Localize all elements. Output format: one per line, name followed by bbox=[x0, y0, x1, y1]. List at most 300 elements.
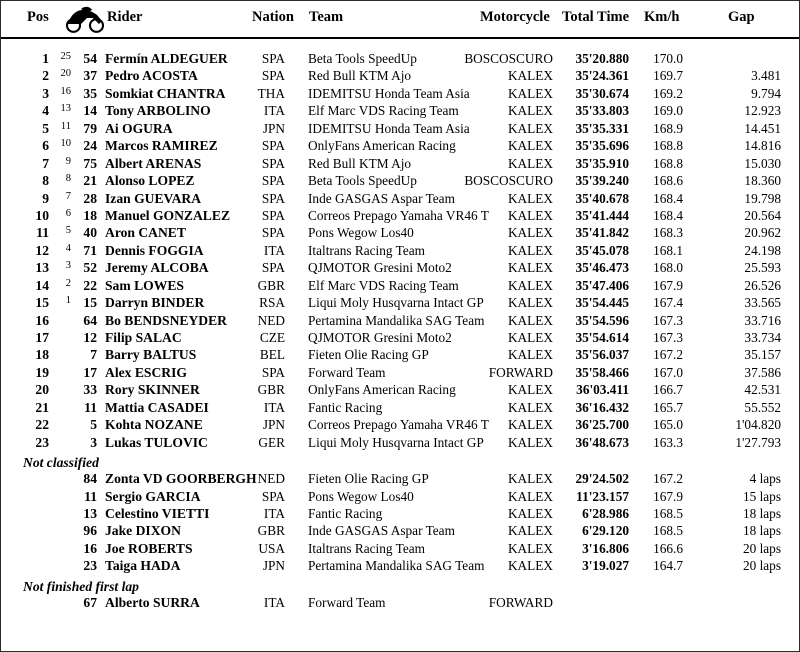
row-total-time: 36'25.700 bbox=[575, 417, 629, 433]
row-pos: 4 bbox=[42, 103, 49, 119]
row-motorcycle: KALEX bbox=[507, 558, 553, 574]
row-gap: 24.198 bbox=[744, 242, 781, 258]
row-rider-name: Kohta NOZANE bbox=[105, 417, 203, 433]
row-gap: 18 laps bbox=[742, 505, 781, 521]
row-gap: 33.716 bbox=[744, 312, 781, 328]
row-gap: 18.360 bbox=[744, 173, 781, 189]
row-team: OnlyFans American Racing bbox=[308, 138, 456, 154]
row-kmh: 170.0 bbox=[653, 51, 683, 66]
row-pos: 3 bbox=[42, 85, 49, 101]
row-pos: 2 bbox=[42, 68, 49, 84]
row-nation: RSA bbox=[259, 295, 285, 311]
row-motorcycle: BOSCOSCURO bbox=[464, 173, 553, 189]
row-kmh: 169.2 bbox=[653, 85, 683, 101]
row-team: Italtrans Racing Team bbox=[308, 540, 425, 556]
row-motorcycle: KALEX bbox=[507, 260, 553, 276]
row-total-time: 35'35.696 bbox=[575, 138, 629, 154]
row-prev-pos: 11 bbox=[60, 120, 71, 132]
row-rider-name: Alberto SURRA bbox=[105, 594, 200, 610]
row-nation: ITA bbox=[263, 242, 285, 258]
row-total-time: 29'24.502 bbox=[575, 471, 629, 487]
row-total-time: 36'16.432 bbox=[575, 399, 629, 415]
row-gap: 15 laps bbox=[742, 488, 781, 504]
row-kmh: 163.3 bbox=[653, 434, 683, 450]
row-rider-name: Izan GUEVARA bbox=[105, 190, 202, 206]
column-header-team: Team bbox=[309, 9, 344, 25]
table-row[interactable] bbox=[1, 173, 799, 190]
row-motorcycle: KALEX bbox=[507, 190, 553, 206]
row-kmh: 165.0 bbox=[653, 417, 683, 433]
row-team: Fantic Racing bbox=[308, 505, 383, 521]
row-rider-number: 24 bbox=[83, 138, 97, 154]
row-rider-name: Sergio GARCIA bbox=[105, 488, 201, 504]
row-rider-name: Tony ARBOLINO bbox=[105, 103, 211, 119]
row-pos: 6 bbox=[42, 138, 49, 154]
row-gap: 20 laps bbox=[742, 540, 781, 556]
row-motorcycle: KALEX bbox=[507, 277, 553, 293]
table-header bbox=[1, 1, 799, 39]
row-prev-pos: 25 bbox=[60, 51, 71, 62]
row-motorcycle: FORWARD bbox=[488, 594, 553, 610]
row-nation: GBR bbox=[257, 277, 285, 293]
row-prev-pos: 5 bbox=[65, 225, 71, 237]
row-pos: 13 bbox=[35, 260, 49, 276]
table-row[interactable] bbox=[1, 138, 799, 155]
column-header-kmh: Km/h bbox=[644, 9, 680, 25]
table-row[interactable] bbox=[1, 417, 799, 434]
row-nation: SPA bbox=[261, 207, 285, 223]
row-nation: NED bbox=[257, 312, 285, 328]
row-motorcycle: KALEX bbox=[507, 417, 553, 433]
row-total-time: 3'19.027 bbox=[582, 558, 629, 574]
table-row[interactable] bbox=[1, 523, 799, 540]
row-motorcycle: BOSCOSCURO bbox=[464, 51, 553, 66]
row-total-time: 35'54.445 bbox=[575, 295, 629, 311]
row-prev-pos: 7 bbox=[65, 190, 71, 202]
row-pos: 12 bbox=[35, 242, 49, 258]
row-rider-number: 40 bbox=[83, 225, 97, 241]
row-pos: 15 bbox=[35, 295, 49, 311]
row-team: Forward Team bbox=[308, 364, 386, 380]
row-motorcycle: KALEX bbox=[507, 488, 553, 504]
row-kmh: 167.3 bbox=[653, 312, 683, 328]
results-body bbox=[1, 39, 799, 612]
row-motorcycle: KALEX bbox=[507, 330, 553, 345]
row-pos: 1 bbox=[42, 51, 49, 66]
row-motorcycle: KALEX bbox=[507, 138, 553, 154]
row-pos: 16 bbox=[35, 312, 49, 328]
row-gap: 26.526 bbox=[744, 277, 781, 293]
row-rider-name: Alonso LOPEZ bbox=[105, 173, 195, 189]
row-motorcycle: KALEX bbox=[507, 68, 553, 84]
row-kmh: 168.3 bbox=[653, 225, 683, 241]
row-rider-number: 12 bbox=[83, 330, 97, 345]
row-nation: GBR bbox=[257, 382, 285, 398]
row-kmh: 168.8 bbox=[653, 155, 683, 171]
row-rider-number: 54 bbox=[83, 51, 97, 66]
row-rider-number: 5 bbox=[90, 417, 97, 433]
row-prev-pos: 2 bbox=[65, 277, 71, 289]
row-kmh: 169.7 bbox=[653, 68, 683, 84]
row-motorcycle: KALEX bbox=[507, 471, 553, 487]
row-team: Pons Wegow Los40 bbox=[308, 225, 414, 241]
row-kmh: 167.3 bbox=[653, 330, 683, 345]
row-rider-number: 64 bbox=[83, 312, 97, 328]
row-rider-name: Fermín ALDEGUER bbox=[105, 51, 228, 66]
row-rider-number: 35 bbox=[83, 85, 97, 101]
row-nation: ITA bbox=[263, 103, 285, 119]
row-gap: 55.552 bbox=[744, 399, 781, 415]
row-pos: 17 bbox=[35, 330, 49, 345]
row-total-time: 35'54.614 bbox=[575, 330, 629, 345]
table-row[interactable] bbox=[1, 400, 799, 417]
row-team: Elf Marc VDS Racing Team bbox=[308, 277, 459, 293]
table-row[interactable] bbox=[1, 382, 799, 399]
row-rider-number: 17 bbox=[83, 364, 97, 380]
row-motorcycle: KALEX bbox=[507, 155, 553, 171]
row-rider-number: 33 bbox=[83, 382, 97, 398]
row-motorcycle: KALEX bbox=[507, 382, 553, 398]
row-rider-number: 15 bbox=[83, 295, 97, 311]
row-nation: ITA bbox=[263, 594, 285, 610]
row-pos: 8 bbox=[42, 173, 49, 189]
row-pos: 20 bbox=[35, 382, 49, 398]
row-rider-number: 67 bbox=[83, 594, 97, 610]
row-total-time: 35'54.596 bbox=[575, 312, 629, 328]
row-rider-number: 18 bbox=[83, 207, 97, 223]
row-rider-number: 71 bbox=[83, 242, 97, 258]
row-rider-number: 37 bbox=[83, 68, 97, 84]
row-rider-name: Albert ARENAS bbox=[105, 155, 202, 171]
row-motorcycle: KALEX bbox=[507, 295, 553, 311]
row-kmh: 168.8 bbox=[653, 138, 683, 154]
row-team: Fieten Olie Racing GP bbox=[308, 471, 429, 487]
table-row[interactable] bbox=[1, 489, 799, 506]
row-rider-name: Jake DIXON bbox=[105, 523, 181, 539]
row-kmh: 166.6 bbox=[653, 540, 683, 556]
row-nation: JPN bbox=[262, 417, 285, 433]
row-gap: 25.593 bbox=[744, 260, 781, 276]
row-pos: 22 bbox=[35, 417, 49, 433]
table-row[interactable] bbox=[1, 121, 799, 138]
row-prev-pos: 1 bbox=[65, 295, 71, 307]
row-gap: 35.157 bbox=[744, 347, 781, 363]
row-total-time: 35'20.880 bbox=[575, 51, 629, 66]
row-gap: 19.798 bbox=[744, 190, 781, 206]
section-label: Not finished first lap bbox=[23, 578, 139, 594]
row-rider-number: 14 bbox=[83, 103, 97, 119]
row-gap: 18 laps bbox=[742, 523, 781, 539]
table-row[interactable] bbox=[1, 208, 799, 225]
row-nation: SPA bbox=[261, 190, 285, 206]
row-gap: 3.481 bbox=[751, 68, 781, 84]
row-motorcycle: KALEX bbox=[507, 225, 553, 241]
table-row[interactable] bbox=[1, 103, 799, 120]
row-rider-number: 84 bbox=[83, 471, 97, 487]
row-pos: 14 bbox=[35, 277, 49, 293]
row-nation: JPN bbox=[262, 558, 285, 574]
row-rider-number: 75 bbox=[83, 155, 97, 171]
row-rider-name: Filip SALAC bbox=[105, 330, 182, 345]
row-motorcycle: KALEX bbox=[507, 434, 553, 450]
row-rider-name: Lukas TULOVIC bbox=[105, 434, 208, 450]
row-kmh: 168.5 bbox=[653, 523, 683, 539]
column-header-gap: Gap bbox=[728, 9, 755, 25]
table-row[interactable] bbox=[1, 347, 799, 364]
row-rider-name: Ai OGURA bbox=[105, 120, 173, 136]
row-team: QJMOTOR Gresini Moto2 bbox=[308, 260, 452, 276]
row-motorcycle: KALEX bbox=[507, 120, 553, 136]
table-row[interactable] bbox=[1, 506, 799, 523]
table-row[interactable] bbox=[1, 86, 799, 103]
row-motorcycle: KALEX bbox=[507, 347, 553, 363]
row-rider-number: 79 bbox=[83, 120, 97, 136]
row-total-time: 35'30.674 bbox=[575, 85, 629, 101]
row-kmh: 165.7 bbox=[653, 399, 683, 415]
row-kmh: 168.0 bbox=[653, 260, 683, 276]
row-gap: 42.531 bbox=[744, 382, 781, 398]
row-total-time: 35'35.910 bbox=[575, 155, 629, 171]
row-kmh: 168.5 bbox=[653, 505, 683, 521]
row-kmh: 168.4 bbox=[653, 190, 683, 206]
row-motorcycle: KALEX bbox=[507, 312, 553, 328]
row-pos: 11 bbox=[36, 225, 49, 241]
row-rider-name: Darryn BINDER bbox=[105, 295, 205, 311]
table-row[interactable] bbox=[1, 558, 799, 575]
row-kmh: 169.0 bbox=[653, 103, 683, 119]
row-team: Inde GASGAS Aspar Team bbox=[308, 523, 455, 539]
table-row[interactable] bbox=[1, 278, 799, 295]
row-rider-name: Rory SKINNER bbox=[105, 382, 200, 398]
row-gap: 9.794 bbox=[751, 85, 781, 101]
row-total-time: 35'45.078 bbox=[575, 242, 629, 258]
row-total-time: 11'23.157 bbox=[576, 488, 629, 504]
row-pos: 5 bbox=[42, 120, 49, 136]
table-row[interactable] bbox=[1, 295, 799, 312]
row-team: Beta Tools SpeedUp bbox=[308, 173, 417, 189]
row-prev-pos: 4 bbox=[65, 242, 71, 254]
row-rider-name: Taiga HADA bbox=[105, 558, 181, 574]
row-total-time: 3'16.806 bbox=[582, 540, 629, 556]
row-kmh: 167.9 bbox=[653, 488, 683, 504]
row-gap: 20.962 bbox=[744, 225, 781, 241]
row-kmh: 168.6 bbox=[653, 173, 683, 189]
row-nation: SPA bbox=[261, 488, 285, 504]
table-row[interactable] bbox=[1, 243, 799, 260]
row-rider-number: 52 bbox=[83, 260, 97, 276]
row-team: Red Bull KTM Ajo bbox=[308, 68, 412, 84]
row-prev-pos: 10 bbox=[60, 138, 71, 150]
row-team: Inde GASGAS Aspar Team bbox=[308, 190, 455, 206]
row-total-time: 35'46.473 bbox=[575, 260, 629, 276]
row-gap: 14.816 bbox=[744, 138, 781, 154]
row-gap: 14.451 bbox=[744, 120, 781, 136]
row-pos: 9 bbox=[42, 190, 49, 206]
row-gap: 4 laps bbox=[749, 471, 781, 487]
row-motorcycle: FORWARD bbox=[488, 364, 553, 380]
row-kmh: 166.7 bbox=[653, 382, 683, 398]
row-gap: 1'04.820 bbox=[735, 417, 781, 433]
row-total-time: 35'35.331 bbox=[575, 120, 629, 136]
row-rider-number: 13 bbox=[83, 505, 97, 521]
row-rider-name: Marcos RAMIREZ bbox=[105, 138, 218, 154]
row-team: IDEMITSU Honda Team Asia bbox=[308, 120, 470, 136]
row-nation: THA bbox=[257, 85, 285, 101]
row-rider-number: 11 bbox=[84, 399, 97, 415]
row-gap: 12.923 bbox=[744, 103, 781, 119]
table-row[interactable] bbox=[1, 595, 799, 612]
section-label: Not classified bbox=[23, 455, 99, 471]
table-row[interactable] bbox=[1, 225, 799, 242]
row-motorcycle: KALEX bbox=[507, 399, 553, 415]
row-rider-name: Sam LOWES bbox=[105, 277, 184, 293]
row-rider-number: 28 bbox=[83, 190, 97, 206]
row-total-time: 35'40.678 bbox=[575, 190, 629, 206]
row-kmh: 167.0 bbox=[653, 364, 683, 380]
row-nation: SPA bbox=[261, 173, 285, 189]
table-row[interactable] bbox=[1, 51, 799, 68]
row-prev-pos: 9 bbox=[65, 155, 71, 167]
table-row[interactable] bbox=[1, 365, 799, 382]
table-row[interactable] bbox=[1, 330, 799, 347]
row-kmh: 167.9 bbox=[653, 277, 683, 293]
row-team: Pertamina Mandalika SAG Team bbox=[308, 558, 485, 574]
row-nation: CZE bbox=[259, 330, 285, 345]
row-nation: GER bbox=[258, 434, 285, 450]
row-team: Fieten Olie Racing GP bbox=[308, 347, 429, 363]
row-rider-number: 23 bbox=[83, 558, 97, 574]
row-gap: 1'27.793 bbox=[735, 434, 781, 450]
row-rider-name: Joe ROBERTS bbox=[105, 540, 193, 556]
table-row[interactable] bbox=[1, 541, 799, 558]
row-total-time: 35'58.466 bbox=[575, 364, 629, 380]
row-nation: SPA bbox=[261, 225, 285, 241]
row-rider-name: Pedro ACOSTA bbox=[105, 68, 198, 84]
row-nation: SPA bbox=[261, 68, 285, 84]
row-rider-number: 96 bbox=[83, 523, 97, 539]
row-total-time: 6'28.986 bbox=[582, 505, 629, 521]
row-prev-pos: 20 bbox=[60, 68, 71, 80]
table-row[interactable] bbox=[1, 471, 799, 488]
row-rider-number: 3 bbox=[90, 434, 97, 450]
row-nation: GBR bbox=[257, 523, 285, 539]
row-kmh: 168.4 bbox=[653, 207, 683, 223]
row-team: Red Bull KTM Ajo bbox=[308, 155, 412, 171]
column-header-total-time: Total Time bbox=[562, 9, 630, 25]
row-team: Liqui Moly Husqvarna Intact GP bbox=[308, 295, 484, 311]
row-total-time: 35'47.406 bbox=[575, 277, 629, 293]
row-total-time: 6'29.120 bbox=[582, 523, 629, 539]
row-rider-number: 16 bbox=[83, 540, 97, 556]
row-pos: 23 bbox=[35, 434, 49, 450]
column-header-nation: Nation bbox=[252, 9, 294, 25]
row-kmh: 167.2 bbox=[653, 471, 683, 487]
row-prev-pos: 16 bbox=[60, 85, 71, 97]
row-total-time: 35'33.803 bbox=[575, 103, 629, 119]
table-row[interactable] bbox=[1, 313, 799, 330]
table-row[interactable] bbox=[1, 260, 799, 277]
row-team: Pons Wegow Los40 bbox=[308, 488, 414, 504]
row-team: Fantic Racing bbox=[308, 399, 383, 415]
row-pos: 10 bbox=[35, 207, 49, 223]
row-kmh: 168.1 bbox=[653, 242, 683, 258]
row-total-time: 35'41.444 bbox=[575, 207, 629, 223]
row-rider-number: 22 bbox=[83, 277, 97, 293]
table-row[interactable] bbox=[1, 68, 799, 85]
row-kmh: 167.4 bbox=[653, 295, 683, 311]
row-rider-number: 7 bbox=[90, 347, 97, 363]
table-row[interactable] bbox=[1, 191, 799, 208]
row-total-time: 36'48.673 bbox=[575, 434, 629, 450]
row-nation: NED bbox=[257, 471, 285, 487]
row-rider-name: Manuel GONZALEZ bbox=[105, 207, 231, 223]
row-rider-name: Aron CANET bbox=[105, 225, 186, 241]
row-prev-pos: 8 bbox=[65, 173, 71, 185]
row-nation: JPN bbox=[262, 120, 285, 136]
row-nation: BEL bbox=[259, 347, 285, 363]
row-gap: 37.586 bbox=[744, 364, 781, 380]
row-team: IDEMITSU Honda Team Asia bbox=[308, 85, 470, 101]
row-nation: ITA bbox=[263, 399, 285, 415]
row-rider-number: 21 bbox=[83, 173, 97, 189]
row-team: Correos Prepago Yamaha VR46 T bbox=[308, 417, 489, 433]
row-total-time: 35'39.240 bbox=[575, 173, 629, 189]
row-gap: 20.564 bbox=[744, 207, 781, 223]
row-gap: 15.030 bbox=[744, 155, 781, 171]
row-nation: SPA bbox=[261, 138, 285, 154]
row-nation: SPA bbox=[261, 155, 285, 171]
row-nation: SPA bbox=[261, 364, 285, 380]
row-team: Liqui Moly Husqvarna Intact GP bbox=[308, 434, 484, 450]
row-motorcycle: KALEX bbox=[507, 207, 553, 223]
row-pos: 7 bbox=[42, 155, 49, 171]
row-team: Italtrans Racing Team bbox=[308, 242, 425, 258]
row-team: Correos Prepago Yamaha VR46 T bbox=[308, 207, 489, 223]
row-motorcycle: KALEX bbox=[507, 242, 553, 258]
table-row[interactable] bbox=[1, 435, 799, 452]
row-rider-name: Barry BALTUS bbox=[105, 347, 197, 363]
row-team: OnlyFans American Racing bbox=[308, 382, 456, 398]
table-row[interactable] bbox=[1, 156, 799, 173]
column-header-pos: Pos bbox=[27, 9, 49, 25]
row-nation: USA bbox=[258, 540, 285, 556]
row-rider-name: Somkiat CHANTRA bbox=[105, 85, 226, 101]
row-motorcycle: KALEX bbox=[507, 103, 553, 119]
row-team: Forward Team bbox=[308, 594, 386, 610]
row-gap: 20 laps bbox=[742, 558, 781, 574]
row-total-time: 35'24.361 bbox=[575, 68, 629, 84]
row-rider-name: Celestino VIETTI bbox=[105, 505, 210, 521]
column-header-motorcycle: Motorcycle bbox=[480, 9, 550, 25]
row-rider-name: Dennis FOGGIA bbox=[105, 242, 204, 258]
row-gap: 33.734 bbox=[744, 330, 781, 345]
row-rider-name: Mattia CASADEI bbox=[105, 399, 209, 415]
row-prev-pos: 6 bbox=[65, 207, 71, 219]
row-rider-name: Bo BENDSNEYDER bbox=[105, 312, 227, 328]
row-nation: SPA bbox=[261, 260, 285, 276]
row-prev-pos: 3 bbox=[65, 260, 71, 272]
row-pos: 18 bbox=[35, 347, 49, 363]
row-motorcycle: KALEX bbox=[507, 540, 553, 556]
row-total-time: 36'03.411 bbox=[576, 382, 629, 398]
row-kmh: 167.2 bbox=[653, 347, 683, 363]
motogp-rider-logo-icon bbox=[63, 5, 107, 33]
row-prev-pos: 13 bbox=[60, 103, 71, 115]
row-nation: ITA bbox=[263, 505, 285, 521]
row-team: Pertamina Mandalika SAG Team bbox=[308, 312, 485, 328]
row-motorcycle: KALEX bbox=[507, 505, 553, 521]
row-rider-name: Zonta VD GOORBERGH bbox=[105, 471, 257, 487]
